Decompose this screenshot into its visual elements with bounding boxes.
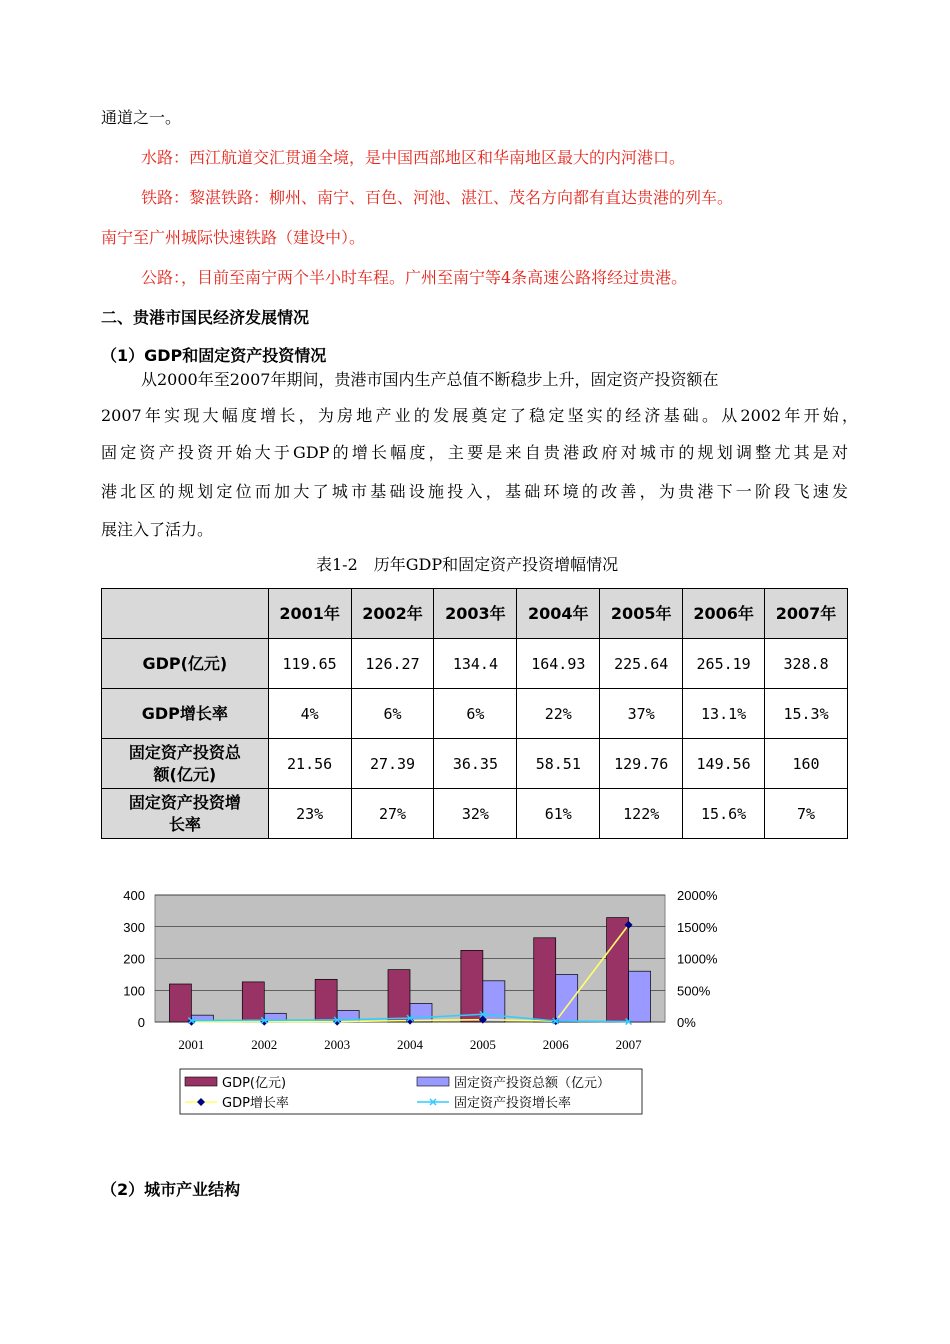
bar: [388, 970, 410, 1022]
body-line-5: 展注入了活力。: [101, 520, 214, 539]
table-cell: 15.6%: [683, 789, 765, 839]
table-cell: 22%: [517, 689, 600, 739]
subsection-heading-gdp: （1）GDP和固定资产投资情况: [101, 346, 327, 365]
table-cell: 149.56: [683, 739, 765, 789]
header-cell: 2002年: [351, 589, 434, 639]
header-cell: 2003年: [434, 589, 517, 639]
bar: [534, 938, 556, 1022]
row-label: GDP(亿元): [102, 639, 269, 689]
row-label-line-2: 长率: [168, 814, 201, 834]
x-tick-label: 2002: [251, 1037, 278, 1052]
table-cell: 328.8: [765, 639, 848, 689]
header-cell-empty: [102, 589, 269, 639]
header-cell: 2006年: [683, 589, 765, 639]
legend-label: 固定资产投资增长率: [454, 1096, 572, 1111]
gdp-investment-chart: [100, 878, 740, 1123]
bar: [556, 975, 578, 1022]
header-cell: 2007年: [765, 589, 848, 639]
table-cell: 126.27: [351, 639, 434, 689]
table-cell: 134.4: [434, 639, 517, 689]
table-cell: 225.64: [600, 639, 683, 689]
y-tick-label: 300: [123, 919, 145, 935]
table-cell: 32%: [434, 789, 517, 839]
bar: [242, 982, 264, 1022]
legend-swatch: [417, 1077, 449, 1086]
x-tick-label: 2007: [615, 1037, 642, 1052]
header-cell: 2005年: [600, 589, 683, 639]
text-line-0: 通道之一。: [101, 108, 182, 127]
body-line-3: 固定资产投资开始大于GDP的增长幅度，主要是来自贵港政府对城市的规划调整尤其是对: [101, 443, 848, 462]
legend-label: GDP增长率: [222, 1096, 289, 1111]
table-cell: 27.39: [351, 739, 434, 789]
table-cell: 4%: [268, 689, 351, 739]
y2-tick-label: 2000%: [677, 888, 718, 903]
x-tick-label: 2003: [324, 1037, 351, 1052]
y2-tick-label: 1000%: [677, 951, 718, 967]
table-cell: 164.93: [517, 639, 600, 689]
table-cell: 36.35: [434, 739, 517, 789]
table-cell: 23%: [268, 789, 351, 839]
x-tick-label: 2006: [542, 1037, 569, 1052]
y-tick-label: 100: [123, 983, 145, 999]
bar: [607, 918, 629, 1022]
table-cell: 160: [765, 739, 848, 789]
table-row: [102, 789, 848, 839]
table-caption: 表1-2 历年GDP和固定资产投资增幅情况: [316, 555, 619, 574]
table-cell: 37%: [600, 689, 683, 739]
row-label: [102, 739, 269, 789]
row-label: [102, 789, 269, 839]
table-cell: 6%: [434, 689, 517, 739]
body-line-1: 从2000年至2007年期间，贵港市国内生产总值不断稳步上升，固定资产投资额在: [141, 370, 719, 389]
bar: [315, 979, 337, 1022]
table-cell: 265.19: [683, 639, 765, 689]
y2-tick-label: 1500%: [677, 919, 718, 935]
table-cell: 61%: [517, 789, 600, 839]
table-row: [102, 739, 848, 789]
text-water-route: 水路：西江航道交汇贯通全境，是中国西部地区和华南地区最大的内河港口。: [141, 148, 686, 167]
text-rail-route-2: 南宁至广州城际快速铁路（建设中）。: [101, 228, 366, 247]
table-cell: 122%: [600, 789, 683, 839]
row-label: GDP增长率: [102, 689, 269, 739]
subsection-heading-industry: （2）城市产业结构: [101, 1180, 241, 1199]
legend-label: 固定资产投资总额（亿元）: [454, 1076, 611, 1091]
header-cell: 2001年: [268, 589, 351, 639]
x-tick-label: 2001: [178, 1037, 205, 1052]
y2-tick-label: 500%: [677, 983, 711, 999]
table-row: [102, 689, 848, 739]
section-heading-economy: 二、贵港市国民经济发展情况: [101, 308, 310, 327]
text-rail-route-1: 铁路：黎湛铁路：柳州、南宁、百色、河池、湛江、茂名方向都有直达贵港的列车。: [141, 188, 734, 207]
legend-label: GDP(亿元): [222, 1076, 287, 1091]
bar: [410, 1003, 432, 1022]
body-line-4: 港北区的规划定位而加大了城市基础设施投入，基础环境的改善，为贵港下一阶段飞速发: [101, 482, 848, 501]
y-tick-label: 0: [137, 1015, 145, 1030]
y-tick-label: 400: [123, 888, 145, 903]
gdp-investment-table: [101, 588, 848, 839]
table-cell: 6%: [351, 689, 434, 739]
table-cell: 15.3%: [765, 689, 848, 739]
row-label-line-1: 固定资产投资总: [128, 742, 241, 762]
row-label-line-1: 固定资产投资增: [128, 792, 241, 812]
bar: [629, 971, 651, 1022]
x-tick-label: 2004: [397, 1037, 423, 1052]
body-line-2: 2007年实现大幅度增长，为房地产业的发展奠定了稳定坚实的经济基础。从2002年开始，: [101, 406, 858, 425]
table-cell: 129.76: [600, 739, 683, 789]
bar: [461, 950, 483, 1022]
y2-tick-label: 0%: [677, 1015, 696, 1030]
header-cell: 2004年: [517, 589, 600, 639]
table-cell: 58.51: [517, 739, 600, 789]
bar: [169, 984, 191, 1022]
table-cell: 27%: [351, 789, 434, 839]
table-row: [102, 639, 848, 689]
x-tick-label: 2005: [469, 1037, 496, 1052]
table-cell: 13.1%: [683, 689, 765, 739]
text-road-route: 公路：，目前至南宁两个半小时车程。广州至南宁等4条高速公路将经过贵港。: [141, 268, 688, 287]
table-cell: 7%: [765, 789, 848, 839]
table-cell: 21.56: [268, 739, 351, 789]
table-header-row: [102, 589, 848, 639]
y-tick-label: 200: [123, 951, 145, 967]
legend-swatch: [185, 1077, 217, 1086]
table-cell: 119.65: [268, 639, 351, 689]
row-label-line-2: 额(亿元): [153, 764, 217, 784]
